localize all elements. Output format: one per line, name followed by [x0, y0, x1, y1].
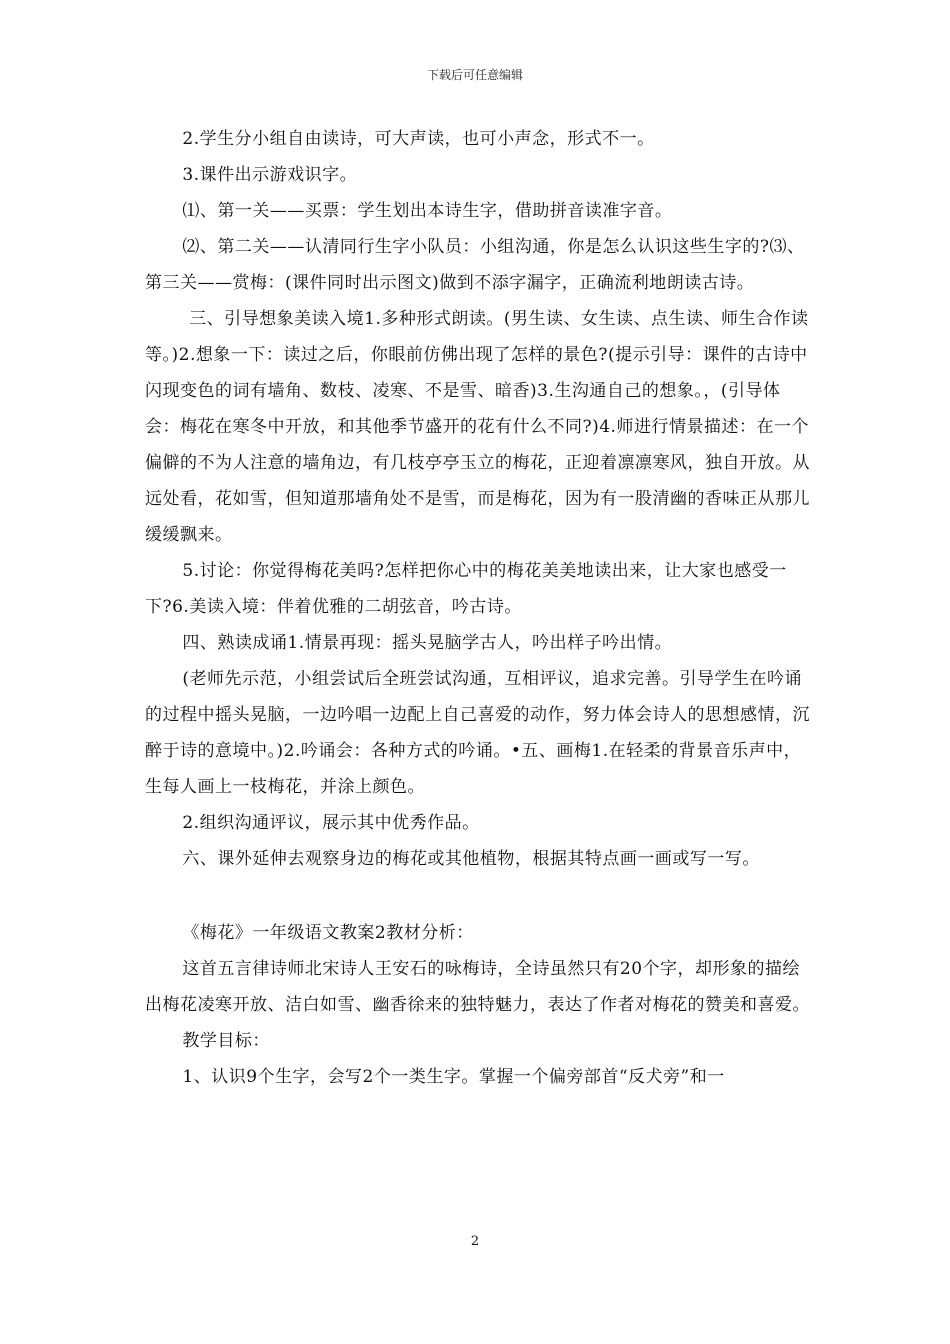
paragraph: 2.组织沟通评议，展示其中优秀作品。: [182, 813, 480, 833]
paragraph: 5.讨论：你觉得梅花美吗?怎样把你心中的梅花美美地读出来，让大家也感受一下?6.美读入境：伴着优雅的二胡弦音，吟古诗。: [145, 561, 787, 617]
paragraph: ⑵、第二关——认清同行生字小队员：小组沟通，你是怎么认识这些生字的?⑶、第三关——赏梅：(课件同时出示图文)做到不添字漏字，正确流利地朗读古诗。: [145, 237, 805, 293]
paragraph: ⑴、第一关——买票：学生划出本诗生字，借助拼音读准字音。: [182, 201, 673, 221]
paragraph: 四、熟读成诵1.情景再现：摇头晃脑学古人，吟出样子吟出情。: [182, 633, 673, 653]
paragraph: 六、课外延伸去观察身边的梅花或其他植物，根据其特点画一画或写一写。: [182, 849, 760, 869]
page-number: 2: [470, 1234, 480, 1249]
page-header: 下载后可任意编辑: [426, 68, 523, 82]
section-gap: [145, 877, 810, 915]
paragraph: 教学目标：: [182, 1031, 270, 1051]
paragraph: 这首五言律诗师北宋诗人王安石的咏梅诗，全诗虽然只有20个字，却形象的描绘出梅花凌寒开放、洁白如雪、幽香徐来的独特魅力，表达了作者对梅花的赞美和喜爱。: [145, 959, 810, 1015]
document-body: [145, 121, 810, 1095]
section-heading: 《梅花》一年级语文教案2教材分析：: [182, 923, 474, 943]
paragraph: 1、认识9个生字，会写2个一类生字。掌握一个偏旁部首“反犬旁”和一: [182, 1067, 725, 1087]
paragraph: (老师先示范，小组尝试后全班尝试沟通，互相评议，追求完善。引导学生在吟诵的过程中摇头晃脑，一边吟唱一边配上自己喜爱的动作，努力体会诗人的思想感情，沉醉于诗的意境中。)2.吟诵会：各种方式的吟诵。•五、画梅1.在轻柔的背景音乐声中，生每人画上一枝梅花，并涂上颜色。: [145, 669, 810, 797]
paragraph: 2.学生分小组自由读诗，可大声读，也可小声念，形式不一。: [182, 129, 655, 149]
paragraph: 三、引导想象美读入境1.多种形式朗读。(男生读、女生读、点生读、师生合作读等。)2.想象一下：读过之后，你眼前仿佛出现了怎样的景色?(提示引导：课件的古诗中闪现变色的词有墙角、数枝、凌寒、不是雪、暗香)3.生沟通自己的想象。，(引导体会：梅花在寒冬中开放，和其他季节盛开的花有什么不同?)4.师进行情景描述：在一个偏僻的不为人注意的墙角边，有几枝亭亭玉立的梅花，正迎着凛凛寒风，独自开放。从远处看，花如雪，但知道那墙角处不是雪，而是梅花，因为有一股清幽的香味正从那儿缓缓飘来。: [145, 309, 810, 545]
paragraph: 3.课件出示游戏识字。: [182, 165, 358, 185]
